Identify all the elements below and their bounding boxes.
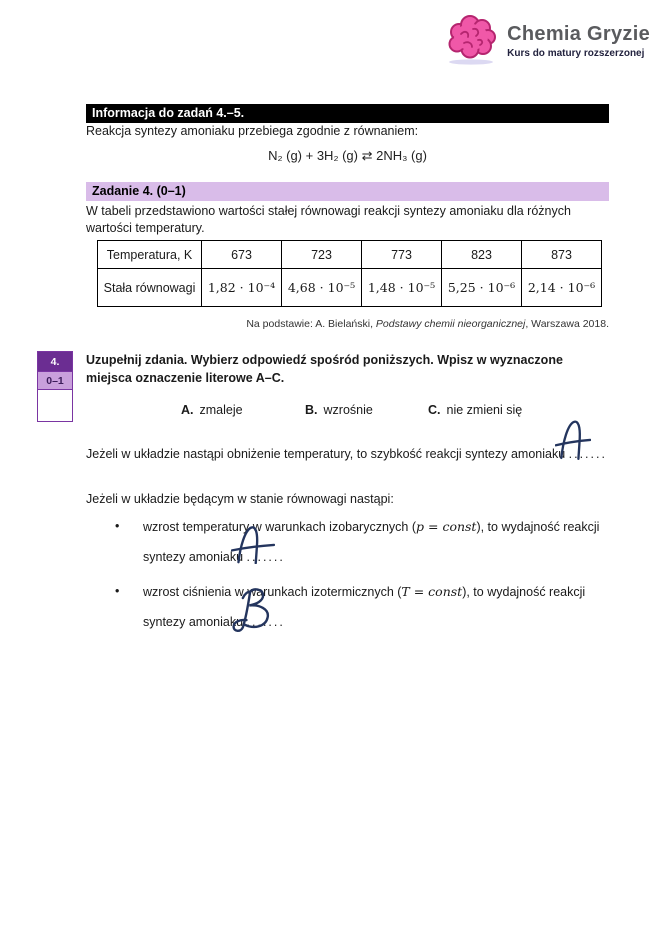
source-prefix: Na podstawie: A. Bielański, [246, 318, 376, 330]
dotted-blank: ....... [246, 550, 285, 564]
option-c-text: nie zmieni się [446, 403, 523, 417]
bullet-1-post: ), to wydajność reakcji [476, 520, 600, 534]
source-suffix: , Warszawa 2018. [525, 318, 609, 330]
bullet-marker: • [115, 519, 120, 533]
brain-icon [445, 14, 497, 68]
answer-blank-1[interactable] [569, 447, 607, 461]
task-header-bar: Zadanie 4. (0–1) [86, 182, 609, 201]
handwritten-answer-b-icon [229, 585, 275, 635]
option-a [181, 403, 243, 417]
bullet-marker: • [115, 584, 120, 598]
table-cell: 4,68 · 10⁻⁵ [282, 269, 362, 307]
task-number-margin-box [37, 351, 73, 422]
bullet-1-pre: wzrost temperatury w warunkach izobarycznych ( [143, 520, 417, 534]
bullet-2-post: ), to wydajność reakcji [462, 585, 586, 599]
score-blank-cell[interactable] [38, 390, 72, 421]
answer-options-row [86, 403, 609, 421]
bullet-1-math: p = const [416, 519, 477, 534]
table-cell: 1,82 · 10⁻⁴ [202, 269, 282, 307]
handwritten-answer-a-icon [231, 524, 275, 564]
task-points-cell: 0–1 [38, 372, 72, 390]
brand-logo [445, 14, 650, 68]
table-row-label: Temperatura, K [98, 241, 202, 269]
bullet-1-line2: syntezy amoniaku [143, 550, 247, 564]
table-cell: 823 [442, 241, 522, 269]
option-b [305, 403, 373, 417]
option-b-text: wzrośnie [323, 403, 373, 417]
equilibrium-table [97, 240, 602, 307]
answer-blank-2[interactable] [247, 550, 285, 564]
table-row [98, 269, 602, 307]
task-instruction: Uzupełnij zdania. Wybierz odpowiedź spośród poniższych. Wpisz w wyznaczone miejsca oznaczenie literowe A–C. [86, 353, 563, 386]
table-cell: 2,14 · 10⁻⁶ [522, 269, 602, 307]
table-row-label: Stała równowagi [98, 269, 202, 307]
info-paragraph: Reakcja syntezy amoniaku przebiega zgodnie z równaniem: [86, 124, 419, 138]
brand-subtitle: Kurs do matury rozszerzonej [507, 47, 645, 59]
table-row [98, 241, 602, 269]
brand-text [507, 23, 650, 60]
table-cell: 723 [282, 241, 362, 269]
bullet-2-math: T = const [401, 584, 463, 599]
gap-sentence-1 [86, 447, 631, 461]
table-cell: 673 [202, 241, 282, 269]
task-number-cell: 4. [38, 352, 72, 372]
option-c [428, 403, 522, 417]
table-cell: 873 [522, 241, 602, 269]
bullet-2-pre: wzrost ciśnienia w warunkach izotermicznych ( [143, 585, 402, 599]
bullet-item-1-line-1 [115, 519, 609, 534]
task-intro-paragraph: W tabeli przedstawiono wartości stałej równowagi reakcji syntezy amoniaku dla różnych wartości temperatury. [86, 204, 571, 235]
bullet-2-line2: syntezy amoniaku [143, 615, 247, 629]
brand-title: Chemia Gryzie [507, 22, 650, 45]
chemical-equation: N₂ (g) + 3H₂ (g) ⇄ 2NH₃ (g) [268, 148, 427, 163]
option-c-letter: C. [428, 403, 441, 417]
table-cell: 773 [362, 241, 442, 269]
source-citation [86, 318, 609, 330]
gap-sentence-1-text: Jeżeli w układzie nastąpi obniżenie temperatury, to szybkość reakcji syntezy amoniaku [86, 447, 569, 461]
bullet-item-2-line-2 [115, 615, 609, 629]
handwritten-answer-a-icon [555, 417, 591, 461]
option-a-text: zmaleje [199, 403, 243, 417]
dotted-blank: ....... [246, 615, 285, 629]
source-title: Podstawy chemii nieorganicznej [375, 318, 526, 330]
table-cell: 5,25 · 10⁻⁶ [442, 269, 522, 307]
bullet-item-1-line-2 [115, 550, 609, 564]
bullet-item-2-line-1 [115, 584, 609, 599]
option-a-letter: A. [181, 403, 194, 417]
table-cell: 1,48 · 10⁻⁵ [362, 269, 442, 307]
info-header-bar: Informacja do zadań 4.–5. [86, 104, 609, 123]
answer-blank-3[interactable] [247, 615, 285, 629]
gap-sentence-2: Jeżeli w układzie będącym w stanie równowagi nastąpi: [86, 492, 394, 506]
dotted-blank: ....... [568, 447, 607, 461]
option-b-letter: B. [305, 403, 318, 417]
